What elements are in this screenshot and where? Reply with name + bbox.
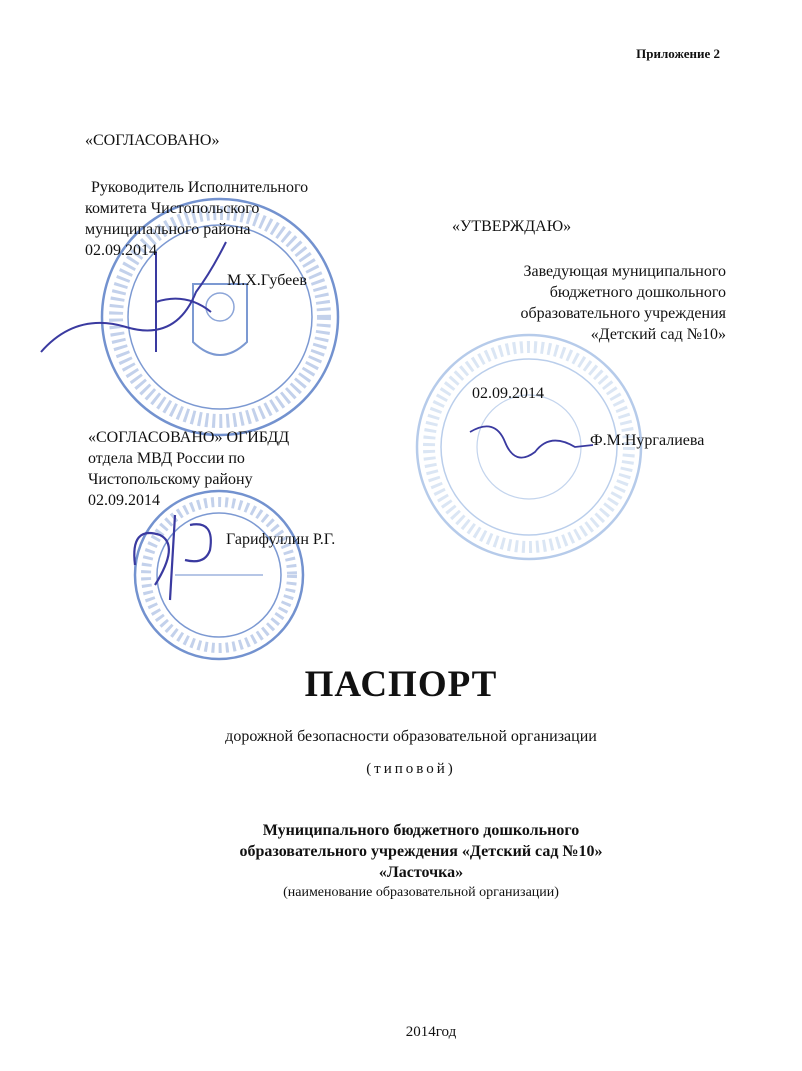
approve-block	[520, 261, 726, 345]
approve-signatory: Ф.М.Нургалиева	[590, 432, 705, 449]
agreed-date: 02.09.2014	[85, 242, 157, 259]
agreed-line: Руководитель Исполнительного	[91, 179, 309, 196]
document-type: (типовой)	[366, 761, 456, 777]
approve-line: «Детский сад №10»	[590, 326, 726, 343]
organization-line: образовательного учреждения «Детский сад №10»	[239, 843, 603, 860]
organization-line: Муниципального бюджетного дошкольного	[262, 822, 580, 839]
appendix-label: Приложение 2	[636, 46, 720, 61]
organization-note: (наименование образовательной организации)	[283, 885, 559, 900]
approve-line: бюджетного дошкольного	[549, 284, 726, 301]
approve-heading: «УТВЕРЖДАЮ»	[452, 218, 572, 235]
agreed-line: Чистопольскому району	[88, 471, 253, 488]
agreed-line: муниципального района	[85, 221, 251, 238]
document-title: ПАСПОРТ	[304, 664, 498, 705]
agreed-heading: «СОГЛАСОВАНО»	[85, 132, 220, 149]
organization-line: «Ласточка»	[378, 864, 464, 881]
approve-line: Заведующая муниципального	[523, 263, 726, 280]
agreed-signatory: Гарифуллин Р.Г.	[226, 531, 336, 548]
signature-nurgalieva	[465, 412, 595, 482]
agreed-date: 02.09.2014	[88, 492, 160, 509]
agreed-block-traffic-police	[88, 427, 335, 550]
agreed-signatory: М.Х.Губеев	[227, 272, 307, 289]
organization-name	[20, 820, 802, 883]
agreed-line: отдела МВД России по	[88, 450, 245, 467]
agreed-heading: «СОГЛАСОВАНО» ОГИБДД	[88, 429, 290, 446]
approve-line: образовательного учреждения	[520, 305, 726, 322]
approve-date: 02.09.2014	[472, 385, 544, 402]
agreed-block-executive	[85, 130, 308, 291]
document-year: 2014год	[405, 1024, 457, 1040]
document-subtitle: дорожной безопасности образовательной организации	[225, 728, 597, 745]
agreed-line: комитета Чистопольского	[85, 200, 260, 217]
